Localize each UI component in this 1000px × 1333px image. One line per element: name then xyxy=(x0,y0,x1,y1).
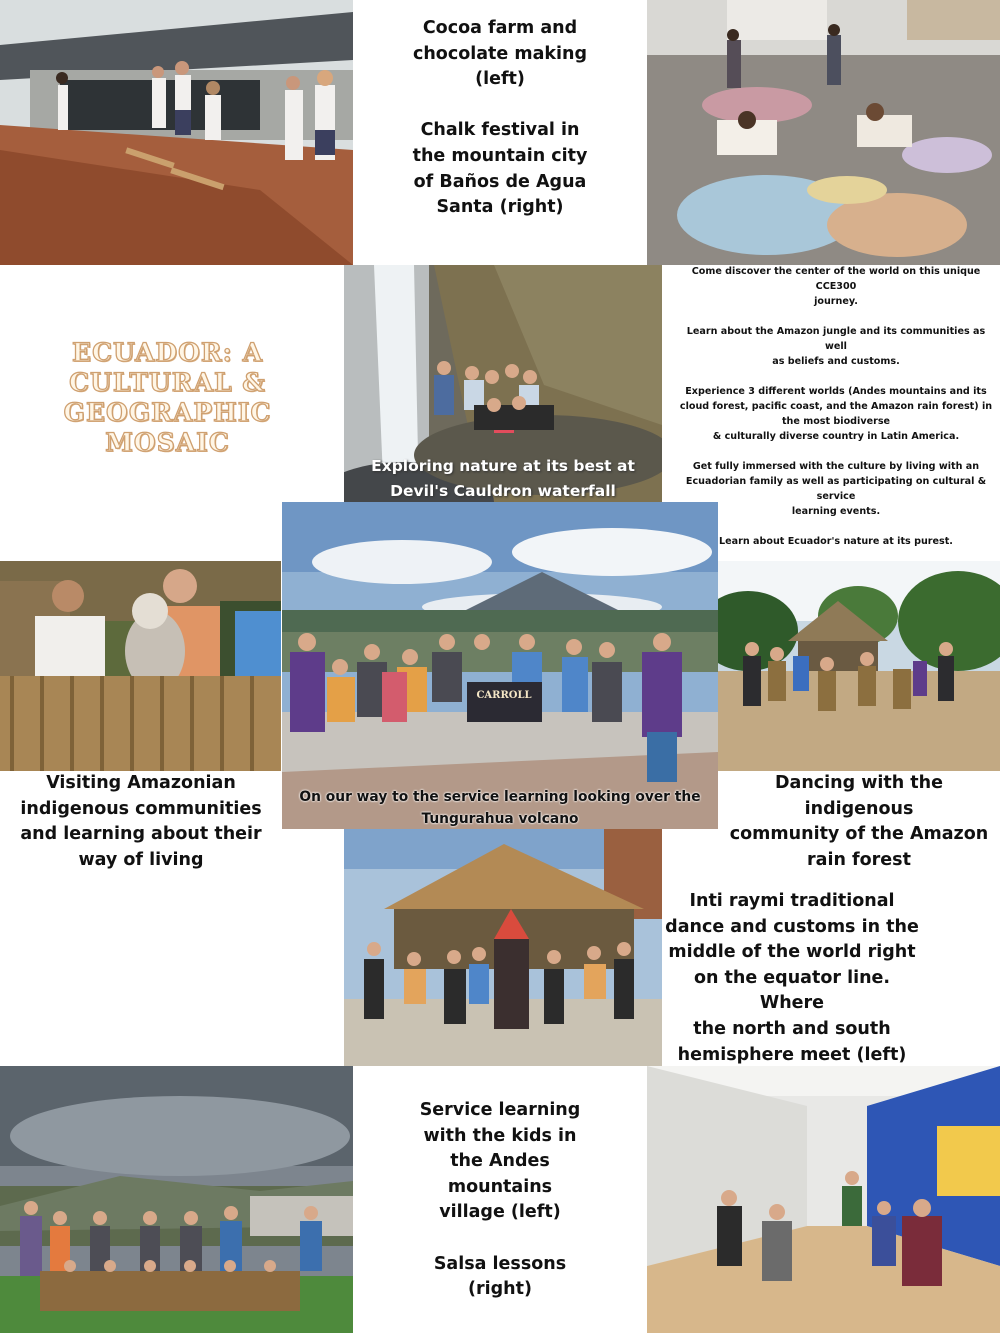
chalk-festival-photo xyxy=(647,0,1000,265)
info-paragraph: Get fully immersed with the culture by living with an Ecuadorian family as well as participating on cultural & service learning events. xyxy=(685,461,987,517)
inti-raymi-caption: Inti raymi traditional dance and customs in the middle of the world right on the equator line. Where the north and south hemisphere meet (left) xyxy=(665,891,919,1065)
amazon-visit-caption: Visiting Amazonian indigenous communities and learning about their way of living xyxy=(20,773,262,870)
service-salsa-caption: Service learning with the kids in the Andes mountains village (left) Salsa lessons (right) xyxy=(419,1100,581,1300)
devils-cauldron-caption: Exploring nature at its best at Devil's Cauldron waterfall xyxy=(371,457,635,500)
inti-raymi-photo xyxy=(344,829,662,1066)
andes-kids-photo xyxy=(0,1066,353,1333)
amazon-dancing-photo xyxy=(718,561,1000,771)
volcano-caption: On our way to the service learning looking over the Tungurahua volcano xyxy=(299,789,701,827)
page-title: ECUADOR: A CULTURAL & GEOGRAPHIC MOSAIC xyxy=(63,338,272,457)
program-description xyxy=(672,264,1000,549)
cocoa-chalk-caption: Cocoa farm and chocolate making (left) Chalk festival in the mountain city of Baños de Agua Santa (right) xyxy=(412,18,588,218)
info-paragraph: Learn about the Amazon jungle and its communities as well as beliefs and customs. xyxy=(686,326,986,367)
dancing-amazon-caption: Dancing with the indigenous community of the Amazon rain forest xyxy=(729,773,989,870)
info-paragraph: Experience 3 different worlds (Andes mountains and its cloud forest, pacific coast, and the Amazon rain forest) in the most biodiverse & culturally diverse country in Latin America. xyxy=(679,386,993,442)
info-paragraph: Learn about Ecuador's nature at its purest. xyxy=(719,536,953,547)
cocoa-farm-photo xyxy=(0,0,353,265)
volcano-group-photo xyxy=(282,502,718,829)
info-paragraph: Come discover the center of the world on this unique CCE300 journey. xyxy=(691,266,981,307)
carroll-banner-text: CARROLL xyxy=(476,690,532,701)
monkey-photo xyxy=(0,561,281,771)
salsa-lessons-photo xyxy=(647,1066,1000,1333)
